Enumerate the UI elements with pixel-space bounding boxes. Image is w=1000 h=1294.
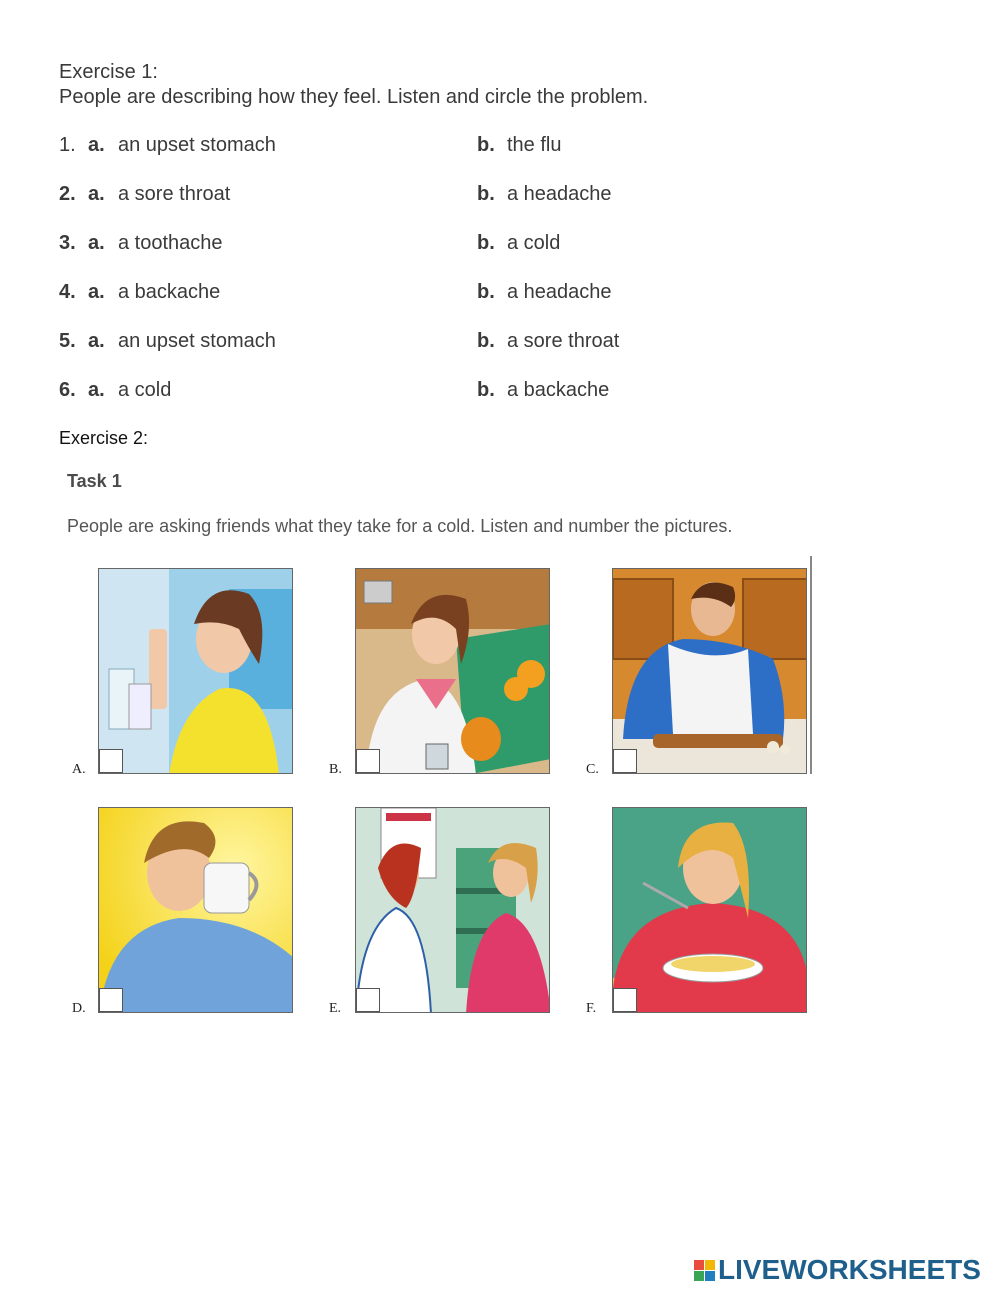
option-a[interactable]: a cold — [118, 379, 172, 401]
option-b-letter[interactable]: b. — [477, 281, 495, 303]
answer-box-e[interactable] — [356, 988, 380, 1012]
option-b[interactable]: a headache — [507, 281, 612, 303]
task-title: Task 1 — [67, 471, 122, 491]
option-b-letter[interactable]: b. — [477, 232, 495, 254]
answer-box-d[interactable] — [99, 988, 123, 1012]
option-b-letter[interactable]: b. — [477, 183, 495, 205]
liveworksheets-logo[interactable] — [694, 1255, 981, 1285]
option-a[interactable]: an upset stomach — [118, 330, 276, 352]
frame-edge — [810, 556, 812, 774]
answer-box-b[interactable] — [356, 749, 380, 773]
picture-c-label: C. — [586, 762, 599, 777]
woman-medicine-illustration — [99, 569, 293, 774]
picture-d — [98, 807, 293, 1013]
logo-square — [694, 1271, 704, 1281]
woman-soup-illustration — [613, 808, 807, 1013]
picture-e-label: E. — [329, 1001, 342, 1016]
question-number: 5. — [59, 330, 76, 352]
option-a[interactable]: an upset stomach — [118, 134, 276, 156]
option-b[interactable]: a cold — [507, 232, 561, 254]
option-b[interactable]: a backache — [507, 379, 610, 401]
picture-d-label: D. — [72, 1001, 86, 1016]
option-a[interactable]: a backache — [118, 281, 221, 303]
option-b[interactable]: a headache — [507, 183, 612, 205]
logo-square — [705, 1260, 715, 1270]
option-a-letter[interactable]: a. — [88, 330, 105, 352]
option-a-letter[interactable]: a. — [88, 379, 105, 401]
option-b-letter[interactable]: b. — [477, 134, 495, 156]
question-row — [59, 181, 759, 207]
picture-a-label: A. — [72, 762, 86, 777]
exercise1-title: Exercise 1: — [59, 61, 158, 83]
question-row — [59, 230, 759, 256]
option-b[interactable]: a sore throat — [507, 330, 620, 352]
answer-box-a[interactable] — [99, 749, 123, 773]
exercise2-title: Exercise 2: — [59, 428, 149, 448]
logo-square — [705, 1271, 715, 1281]
logo-icon — [694, 1260, 715, 1281]
logo-text: LIVEWORKSHEETS — [718, 1254, 981, 1285]
picture-c — [612, 568, 807, 774]
option-a-letter[interactable]: a. — [88, 281, 105, 303]
question-number: 4. — [59, 281, 76, 303]
picture-f — [612, 807, 807, 1013]
question-number: 6. — [59, 379, 76, 401]
man-garlic-illustration — [613, 569, 807, 774]
answer-box-c[interactable] — [613, 749, 637, 773]
picture-b-label: B. — [329, 762, 342, 777]
option-b-letter[interactable]: b. — [477, 379, 495, 401]
answer-box-f[interactable] — [613, 988, 637, 1012]
task-instructions: People are asking friends what they take for a cold. Listen and number the pictures. — [67, 516, 733, 536]
question-number: 3. — [59, 232, 76, 254]
option-a-letter[interactable]: a. — [88, 232, 105, 254]
option-b-letter[interactable]: b. — [477, 330, 495, 352]
logo-square — [694, 1260, 704, 1270]
picture-f-label: F. — [586, 1001, 597, 1016]
pharmacy-aisle-illustration — [356, 808, 550, 1013]
question-row — [59, 132, 759, 158]
option-a-letter[interactable]: a. — [88, 134, 105, 156]
question-number: 2. — [59, 183, 76, 205]
question-row — [59, 328, 759, 354]
question-row — [59, 377, 759, 403]
question-number: 1. — [59, 134, 76, 156]
woman-honey-illustration — [356, 569, 550, 774]
option-b[interactable]: the flu — [507, 134, 562, 156]
picture-b — [355, 568, 550, 774]
option-a[interactable]: a sore throat — [118, 183, 231, 205]
exercise1-instructions: People are describing how they feel. Listen and circle the problem. — [59, 86, 649, 108]
man-mug-illustration — [99, 808, 293, 1013]
picture-e — [355, 807, 550, 1013]
option-a[interactable]: a toothache — [118, 232, 223, 254]
picture-a — [98, 568, 293, 774]
question-row — [59, 279, 759, 305]
option-a-letter[interactable]: a. — [88, 183, 105, 205]
